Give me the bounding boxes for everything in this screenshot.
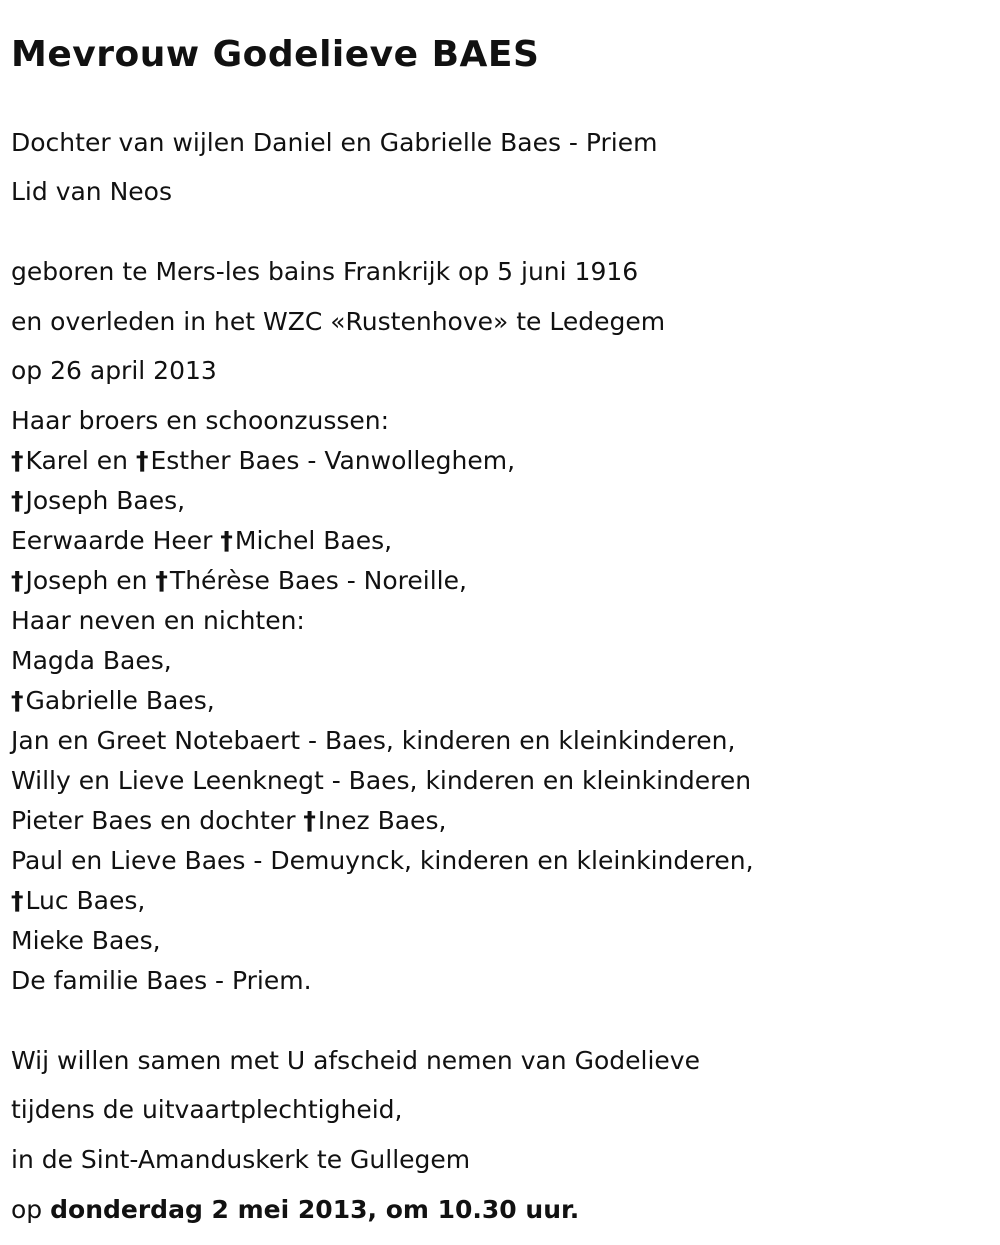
sibling-line: †Joseph Baes, — [11, 486, 186, 515]
nephews-heading: Haar neven en nichten: — [11, 606, 305, 635]
siblings-heading: Haar broers en schoonzussen: — [11, 406, 390, 435]
cross-icon: † — [11, 486, 24, 515]
farewell-line: in de Sint-Amanduskerk te Gullegem — [11, 1145, 471, 1174]
nephew-line: Mieke Baes, — [11, 926, 161, 955]
cross-icon: † — [11, 886, 24, 915]
intro-membership: Lid van Neos — [11, 177, 172, 206]
farewell-line: tijdens de uitvaartplechtigheid, — [11, 1095, 403, 1124]
cross-icon: † — [135, 446, 149, 475]
farewell-line: Wij willen samen met U afscheid nemen van Godelieve — [11, 1046, 700, 1075]
nephew-line: Magda Baes, — [11, 646, 172, 675]
cross-icon: † — [11, 686, 24, 715]
nephew-line: Pieter Baes en dochter †Inez Baes, — [11, 806, 447, 835]
cross-icon: † — [11, 446, 24, 475]
death-date-line: op 26 april 2013 — [11, 356, 217, 385]
intro-parents: Dochter van wijlen Daniel en Gabrielle Baes - Priem — [11, 128, 658, 157]
cross-icon: † — [220, 526, 233, 555]
deceased-name-title: Mevrouw Godelieve BAES — [11, 34, 540, 75]
cross-icon: † — [303, 806, 316, 835]
nephew-line: †Gabrielle Baes, — [11, 686, 215, 715]
birth-line: geboren te Mers-les bains Frankrijk op 5 juni 1916 — [11, 257, 639, 286]
nephew-line: Paul en Lieve Baes - Demuynck, kinderen en kleinkinderen, — [11, 846, 754, 875]
family-line: De familie Baes - Priem. — [11, 966, 312, 995]
funeral-date-line: op donderdag 2 mei 2013, om 10.30 uur. — [11, 1195, 580, 1224]
sibling-line: Eerwaarde Heer †Michel Baes, — [11, 526, 393, 555]
funeral-date: donderdag 2 mei 2013, om 10.30 uur. — [50, 1195, 580, 1224]
cross-icon: † — [11, 566, 24, 595]
death-line: en overleden in het WZC «Rustenhove» te Ledegem — [11, 307, 666, 336]
nephew-line: Jan en Greet Notebaert - Baes, kinderen en kleinkinderen, — [11, 726, 736, 755]
sibling-line: †Joseph en †Thérèse Baes - Noreille, — [11, 566, 467, 595]
nephew-line: Willy en Lieve Leenknegt - Baes, kinderen en kleinkinderen — [11, 766, 752, 795]
cross-icon: † — [155, 566, 168, 595]
nephew-line: †Luc Baes, — [11, 886, 146, 915]
sibling-line: †Karel en †Esther Baes - Vanwolleghem, — [11, 446, 516, 475]
